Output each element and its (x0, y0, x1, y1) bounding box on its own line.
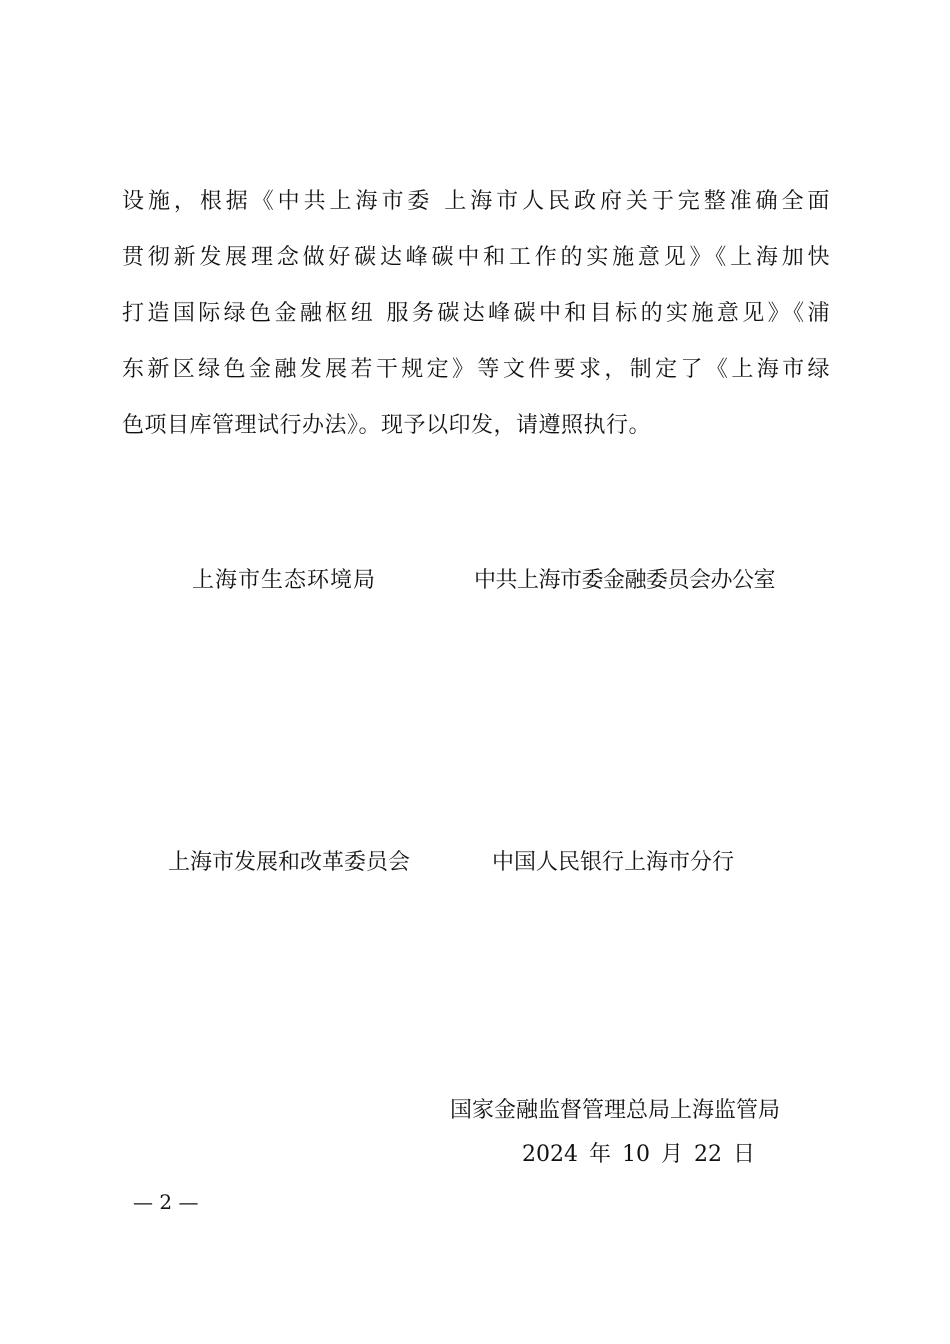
body-line: 设施，根据《中共上海市委 上海市人民政府关于完整准确全面 (122, 189, 830, 214)
signatory-ndrc: 上海市发展和改革委员会 (168, 850, 411, 875)
signatory-pboc-branch: 中国人民银行上海市分行 (492, 850, 735, 875)
body-paragraph (122, 174, 830, 454)
body-line: 色项目库管理试行办法》。现予以印发，请遵照执行。 (122, 413, 652, 438)
body-line: 打造国际绿色金融枢纽 服务碳达峰碳中和目标的实施意见》《浦 (122, 301, 830, 326)
body-line: 东新区绿色金融发展若干规定》等文件要求，制定了《上海市绿 (122, 357, 830, 382)
signatory-finance-committee-office: 中共上海市委金融委员会办公室 (474, 568, 776, 593)
signatory-eco-env-bureau: 上海市生态环境局 (192, 568, 377, 593)
body-line: 贯彻新发展理念做好碳达峰碳中和工作的实施意见》《上海加快 (122, 245, 830, 270)
signatory-nfra-office: 国家金融监督管理总局上海监管局 (450, 1098, 781, 1123)
page-number: — 2 — (133, 1190, 199, 1214)
issue-date: 2024 年 10 月 22 日 (522, 1142, 755, 1167)
